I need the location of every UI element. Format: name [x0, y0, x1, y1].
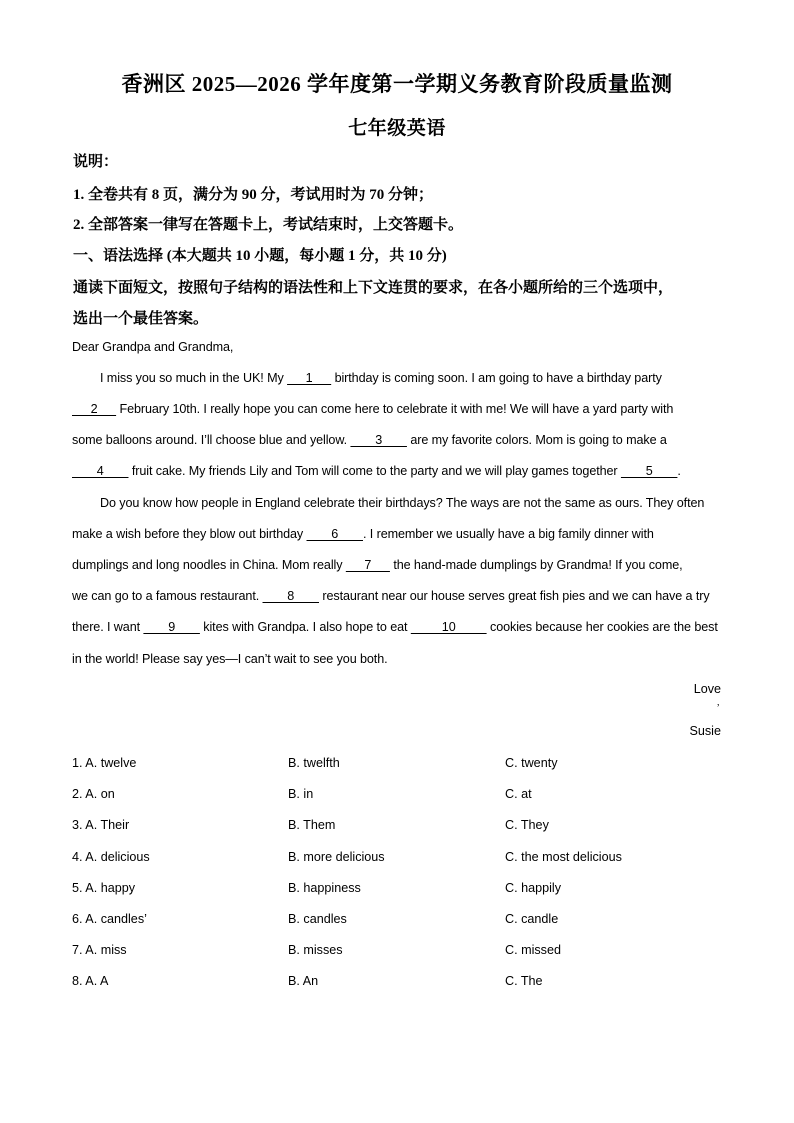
letter-text: restaurant near our house serves great fish pies and we can have a try — [319, 589, 710, 603]
letter-text: dumplings and long noodles in China. Mom really — [72, 558, 346, 572]
option-b: B. happiness — [288, 880, 361, 895]
letter-line — [72, 589, 722, 603]
letter-text: in the world! Please say yes—I can’t wait to see you both. — [72, 652, 388, 666]
letter-line — [72, 620, 722, 634]
section-direction-2: 选出一个最佳答案。 — [73, 311, 209, 327]
answer-blank: 8 — [262, 589, 319, 603]
answer-blank: 3 — [350, 433, 407, 447]
answer-blank: 6 — [306, 527, 363, 541]
letter-line — [72, 558, 722, 572]
option-a: 4. A. delicious — [72, 849, 150, 864]
option-a: 8. A. A — [72, 974, 109, 989]
option-b: B. twelfth — [288, 756, 340, 770]
instruction-item-2: 2. 全部答案一律写在答题卡上，考试结束时，上交答题卡。 — [73, 217, 464, 233]
letter-text: Do you know how people in England celebrate their birthdays? The ways are not the same as ours. They often — [100, 496, 705, 510]
letter-line — [72, 402, 722, 416]
option-a: 2. A. on — [72, 787, 115, 802]
letter-text: there. I want — [72, 620, 144, 634]
answer-blank: 10 — [410, 620, 487, 634]
letter-text: cookies because her cookies are the best — [486, 620, 718, 634]
letter-text: make a wish before they blow out birthday — [72, 527, 307, 541]
letter-text: are my favorite colors. Mom is going to make a — [406, 433, 667, 447]
section-heading: 一、语法选择 (本大题共 10 小题，每小题 1 分，共 10 分) — [73, 248, 447, 264]
option-a: 1. A. twelve — [72, 756, 137, 770]
option-b: B. Them — [288, 818, 336, 833]
letter-text: . — [677, 464, 681, 478]
question-option-row — [0, 818, 794, 836]
option-c: C. candle — [505, 912, 559, 926]
question-option-row — [0, 881, 794, 899]
letter-text: the hand-made dumplings by Grandma! If you come, — [389, 558, 683, 572]
letter-text: kites with Grandpa. I also hope to eat — [199, 620, 411, 634]
exam-title: 香洲区 2025—2026 学年度第一学期义务教育阶段质量监测 — [121, 72, 673, 96]
letter-line — [100, 371, 750, 385]
instruction-item-1: 1. 全卷共有 8 页，满分为 90 分，考试用时为 70 分钟； — [73, 187, 434, 203]
letter-text: . I remember we usually have a big family dinner with — [363, 527, 654, 541]
section-direction-1: 通读下面短文，按照句子结构的语法性和上下文连贯的要求，在各小题所给的三个选项中， — [73, 280, 674, 296]
letter-text: some balloons around. I’ll choose blue and yellow. — [72, 433, 351, 447]
option-a: 3. A. Their — [72, 818, 130, 833]
question-option-row — [0, 943, 794, 961]
instructions-label: 说明： — [73, 154, 119, 170]
question-option-row — [0, 756, 794, 774]
option-a: 5. A. happy — [72, 880, 136, 895]
letter-text: we can go to a famous restaurant. — [72, 589, 263, 603]
option-c: C. happily — [505, 880, 562, 895]
letter-signature: Susie — [689, 724, 721, 738]
answer-blank: 4 — [72, 464, 129, 478]
letter-line — [100, 496, 750, 510]
option-b: B. An — [288, 974, 319, 989]
letter-closing: Love — [693, 682, 721, 696]
option-a: 7. A. miss — [72, 943, 127, 958]
letter-text: fruit cake. My friends Lily and Tom will come to the party and we will play games together — [128, 464, 621, 478]
letter-text: birthday is coming soon. I am going to have a birthday party — [331, 371, 662, 385]
question-option-row — [0, 974, 794, 992]
letter-line — [72, 527, 722, 541]
option-c: C. The — [505, 974, 543, 989]
answer-blank: 7 — [345, 558, 390, 572]
letter-text: I miss you so much in the UK! My — [100, 371, 288, 385]
question-option-row — [0, 787, 794, 805]
answer-blank: 9 — [143, 620, 200, 634]
option-b: B. candles — [288, 912, 347, 926]
letter-line — [72, 652, 722, 666]
exam-subtitle: 七年级英语 — [348, 118, 446, 139]
option-c: C. They — [505, 818, 549, 833]
closing-mark: , — [717, 697, 720, 708]
option-b: B. in — [288, 787, 314, 802]
option-a: 6. A. candles’ — [72, 912, 147, 926]
answer-blank: 5 — [620, 464, 678, 478]
letter-greeting: Dear Grandpa and Grandma, — [72, 340, 234, 354]
option-c: C. twenty — [505, 756, 558, 770]
option-c: C. the most delicious — [505, 849, 622, 864]
option-c: C. at — [505, 787, 532, 802]
option-b: B. misses — [288, 943, 343, 958]
option-b: B. more delicious — [288, 849, 385, 864]
option-c: C. missed — [505, 943, 561, 958]
question-option-row — [0, 850, 794, 868]
answer-blank: 2 — [72, 402, 117, 416]
answer-blank: 1 — [287, 371, 332, 385]
letter-line — [72, 464, 722, 478]
question-option-row — [0, 912, 794, 930]
letter-text: February 10th. I really hope you can come here to celebrate it with me! We will have a yard party with — [116, 402, 674, 416]
letter-line — [72, 433, 722, 447]
